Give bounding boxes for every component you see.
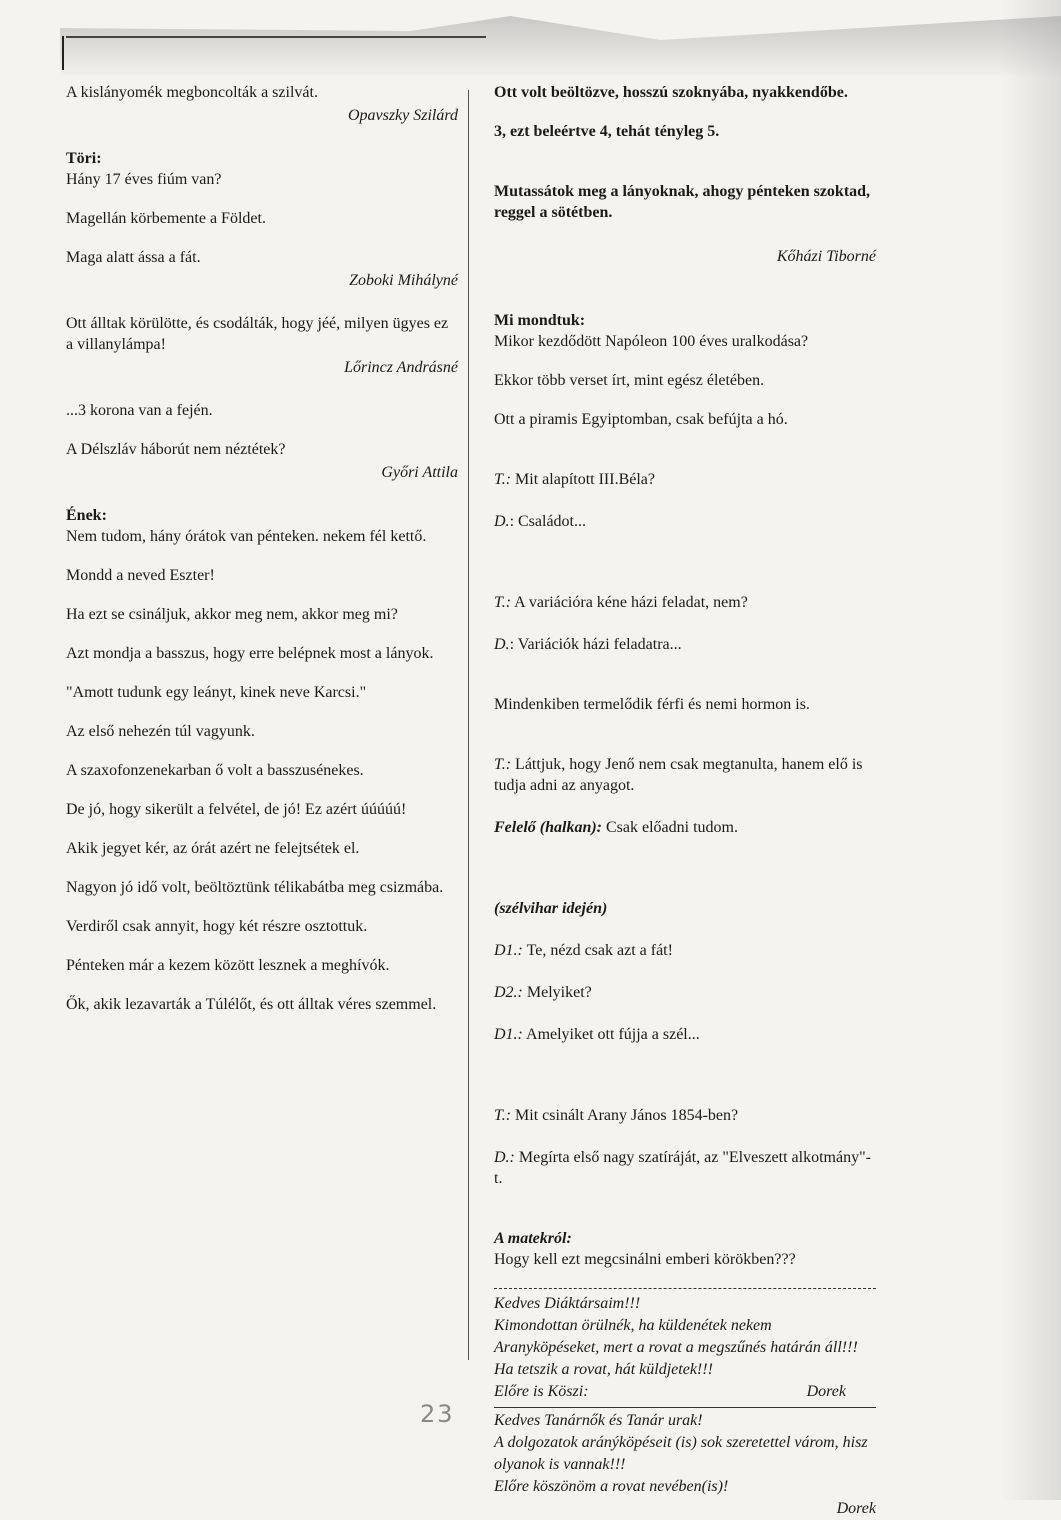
quote-author: Győri Attila bbox=[381, 464, 458, 481]
quote-item bbox=[66, 994, 458, 1015]
quote-author: Lőrincz Andrásné bbox=[344, 359, 458, 376]
quote-author: Opavszky Szilárd bbox=[347, 107, 458, 124]
dialogue-block bbox=[494, 571, 876, 676]
speaker-label: T.: bbox=[494, 471, 512, 488]
section-heading: Ének: bbox=[66, 507, 107, 524]
quote-block bbox=[66, 82, 458, 126]
quote-text: Ott volt beöltözve, hosszú szoknyába, nyakkendőbe. bbox=[494, 84, 848, 101]
editor-notice bbox=[494, 1410, 876, 1520]
section-heading: Töri: bbox=[66, 150, 102, 167]
quote-text: Akik jegyet kér, az órát azért ne felejtsétek el. bbox=[66, 840, 360, 857]
speaker-label: D. bbox=[494, 513, 510, 530]
dialogue-line: Láttjuk, hogy Jenő nem csak megtanulta, hanem elő is tudja adni az anyagot. bbox=[494, 756, 863, 794]
quote-text: Nem tudom, hány órátok van pénteken. nekem fél kettő. bbox=[66, 528, 427, 545]
quote-text: Azt mondja a basszus, hogy erre belépnek most a lányok. bbox=[66, 645, 434, 662]
quote-item bbox=[66, 565, 458, 586]
quote-block bbox=[494, 160, 876, 288]
quote-item bbox=[66, 604, 458, 625]
quote-text: A kislányomék megboncolták a szilvát. bbox=[66, 84, 318, 101]
quote-item bbox=[66, 208, 458, 229]
speaker-label: D. bbox=[494, 636, 510, 653]
notice-signature: Dorek bbox=[836, 1500, 876, 1517]
dialogue-line: : Családot... bbox=[509, 513, 586, 530]
quote-text: Mindenkiben termelődik férfi és nemi hormon is. bbox=[494, 696, 810, 713]
quote-item bbox=[66, 916, 458, 937]
dialogue-line: Csak előadni tudom. bbox=[602, 819, 738, 836]
quote-text: De jó, hogy sikerült a felvétel, de jó! Ez azért úúúúú! bbox=[66, 801, 407, 818]
quote-block bbox=[66, 313, 458, 378]
quote-author: Zoboki Mihályné bbox=[349, 272, 458, 289]
speaker-label: D.: bbox=[494, 1149, 515, 1166]
quote-item bbox=[66, 955, 458, 976]
dialogue-line: A variációra kéne házi feladat, nem? bbox=[511, 594, 748, 611]
speaker-label: D1.: bbox=[494, 942, 523, 959]
quote-item bbox=[66, 838, 458, 859]
speaker-label: T.: bbox=[494, 1107, 512, 1124]
dialogue-block bbox=[494, 733, 876, 859]
notice-thanks: Előre is Köszi: bbox=[494, 1383, 589, 1400]
dialogue-line: Mit alapított III.Béla? bbox=[511, 471, 655, 488]
speaker-label: T.: bbox=[494, 756, 512, 773]
speaker-label: D1.: bbox=[494, 1026, 523, 1043]
speaker-label: T.: bbox=[494, 594, 512, 611]
dialogue-block bbox=[494, 1084, 876, 1210]
dialogue-line: Melyiket? bbox=[522, 984, 592, 1001]
dialogue-line: Amelyiket ott fújja a szél... bbox=[522, 1026, 700, 1043]
quote-text: Ott álltak körülötte, és csodálták, hogy jéé, milyen ügyes ez a villanylámpa! bbox=[66, 315, 449, 353]
top-rule bbox=[66, 36, 486, 38]
dialogue-line: Megírta első nagy szatíráját, az "Elveszett alkotmány"-t. bbox=[494, 1149, 871, 1187]
dialogue-line: Mit csinált Arany János 1854-ben? bbox=[511, 1107, 739, 1124]
dashed-separator bbox=[494, 1288, 876, 1289]
dialogue-heading: (szélvihar idején) bbox=[494, 900, 608, 917]
scan-shadow-right bbox=[1001, 0, 1061, 1500]
quote-text: Mondd a neved Eszter! bbox=[66, 567, 215, 584]
notice-text: Kedves Tanárnők és Tanár urak! A dolgozatok aránýköpéseit (is) sok szeretettel várom, hisz olyanok is vannak!!! Előre köszönöm a rovat nevében(is)! bbox=[494, 1412, 868, 1495]
solid-separator bbox=[494, 1407, 876, 1408]
quote-text: Nagyon jó idő volt, beöltöztünk télikabátba meg csizmába. bbox=[66, 879, 444, 896]
quote-item bbox=[66, 760, 458, 781]
corner-mark bbox=[62, 36, 64, 70]
section-heading: Mi mondtuk: bbox=[494, 312, 586, 329]
quote-item bbox=[66, 643, 458, 664]
quote-text: ...3 korona van a fején. bbox=[66, 402, 213, 419]
speaker-label: Felelő (halkan): bbox=[494, 819, 602, 836]
quote-text: A szaxofonzenekarban ő volt a basszusénekes. bbox=[66, 762, 364, 779]
quote-text: Ott a piramis Egyiptomban, csak befújta a hó. bbox=[494, 411, 788, 428]
quote-item bbox=[66, 526, 458, 547]
page-number: 23 bbox=[420, 1400, 455, 1428]
quote-item bbox=[66, 682, 458, 703]
quote-text: Magellán körbemente a Földet. bbox=[66, 210, 266, 227]
quote-text: 3, ezt beleértve 4, tehát tényleg 5. bbox=[494, 123, 720, 140]
quote-text: Ha ezt se csináljuk, akkor meg nem, akkor meg mi? bbox=[66, 606, 398, 623]
quote-item bbox=[66, 169, 458, 190]
quote-text: Ekkor több verset írt, mint egész életében. bbox=[494, 372, 765, 389]
quote-item bbox=[66, 799, 458, 820]
quote-text: Maga alatt ássa a fát. bbox=[66, 249, 201, 266]
section-heading: A matekról: bbox=[494, 1230, 572, 1247]
quote-text: A Délszláv háborút nem néztétek? bbox=[66, 441, 286, 458]
dialogue-line: Te, nézd csak azt a fát! bbox=[522, 942, 673, 959]
quote-text: Az első nehezén túl vagyunk. bbox=[66, 723, 255, 740]
quote-text: Pénteken már a kezem között lesznek a meghívók. bbox=[66, 957, 390, 974]
quote-author: Kőházi Tiborné bbox=[776, 248, 876, 265]
quote-item bbox=[66, 400, 458, 421]
quote-block bbox=[66, 439, 458, 483]
right-column bbox=[494, 82, 876, 1520]
quote-item bbox=[66, 721, 458, 742]
dialogue-block bbox=[494, 877, 876, 1066]
quote-text: Ők, akik lezavarták a Túlélőt, és ott álltak véres szemmel. bbox=[66, 996, 437, 1013]
dialogue-line: : Variációk házi feladatra... bbox=[509, 636, 682, 653]
notice-signature: Dorek bbox=[806, 1383, 846, 1400]
editor-notice bbox=[494, 1293, 876, 1403]
speaker-label: D2.: bbox=[494, 984, 523, 1001]
quote-text: Verdiről csak annyit, hogy két részre osztottuk. bbox=[66, 918, 368, 935]
quote-item bbox=[66, 877, 458, 898]
dialogue-block bbox=[494, 448, 876, 553]
quote-text: Mikor kezdődött Napóleon 100 éves uralkodása? bbox=[494, 333, 809, 350]
left-column bbox=[66, 82, 458, 1033]
quote-text: "Amott tudunk egy leányt, kinek neve Karcsi." bbox=[66, 684, 367, 701]
notice-text: Kedves Diáktársaim!!! Kimondottan örülnék, ha küldenétek nekem Aranyköpéseket, mert a rovat a megszűnés határán áll!!! Ha tetszik a rovat, hát küldjetek!!! bbox=[494, 1295, 858, 1378]
scan-shadow-top bbox=[60, 16, 1061, 76]
quote-text: Hány 17 éves fiúm van? bbox=[66, 171, 222, 188]
quote-text: Hogy kell ezt megcsinálni emberi körökben??? bbox=[494, 1251, 796, 1268]
column-divider bbox=[468, 90, 469, 1360]
quote-text: Mutassátok meg a lányoknak, ahogy pénteken szoktad, reggel a sötétben. bbox=[494, 183, 871, 221]
quote-block bbox=[66, 247, 458, 291]
